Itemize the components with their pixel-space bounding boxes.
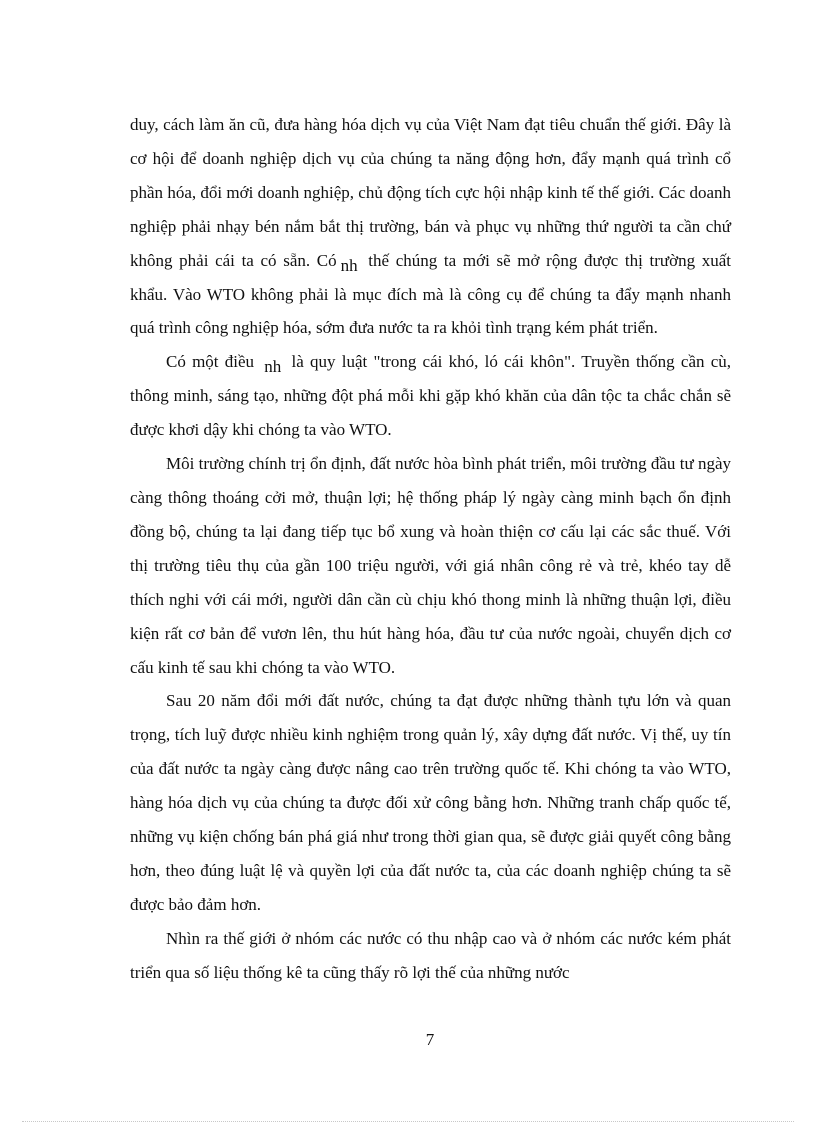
- paragraph-text: duy, cách làm ăn cũ, đưa hàng hóa dịch vụ của Việt Nam đạt tiêu chuẩn thế giới. Đây là cơ hội để doanh nghiệp dịch vụ của chúng ta năng động hơn, đẩy mạnh quá trình cổ phần hóa, đổi mới doanh nghiệp, chủ động tích cực hội nhập kinh tế thế giới. Các doanh nghiệp phải nhạy bén nắm bắt thị trường, bán và phục vụ những thứ người ta cần chứ không phải cái ta có sẵn. Có: [130, 115, 731, 270]
- paragraph-text: Nhìn ra thế giới ở nhóm các nước có thu nhập cao và ở nhóm các nước kém phát triển qua số liệu thống kê ta cũng thấy rõ lợi thế của những nước: [130, 928, 731, 982]
- paragraph-4: [130, 684, 731, 921]
- page-divider: [22, 1121, 794, 1122]
- paragraph-5: [130, 922, 731, 990]
- page-number: 7: [425, 1030, 435, 1049]
- paragraph-text: Sau 20 năm đổi mới đất nước, chúng ta đạt được những thành tựu lớn và quan trọng, tích luỹ được nhiều kinh nghiệm trong quản lý, xây dựng đất nước. Vị thế, uy tín của đất nước ta ngày càng được nâng cao trên trường quốc tế. Khi chóng ta vào WTO, hàng hóa dịch vụ của chúng ta được đối xử công bằng hơn. Những tranh chấp quốc tế, những vụ kiện chống bán phá giá như trong thời gian qua, sẽ được giải quyết công bằng hơn, theo đúng luật lệ và quyền lợi của đất nước ta, của các doanh nghiệp chúng ta sẽ được bảo đảm hơn.: [130, 691, 731, 914]
- stray-text-mark: nh: [264, 357, 282, 377]
- paragraph-text: Môi trường chính trị ổn định, đất nước hòa bình phát triển, môi trường đầu tư ngày càng thông thoáng cởi mở, thuận lợi; hệ thống pháp lý ngày càng minh bạch ổn định đồng bộ, chúng ta lại đang tiếp tục bổ xung và hoàn thiện cơ cấu lại các sắc thuế. Với thị trường tiêu thụ của gần 100 triệu người, với giá nhân công rẻ và trẻ, khéo tay dễ thích nghi với cái mới, người dân cần cù chịu khó thong minh là những thuận lợi, điều kiện rất cơ bản để vươn lên, thu hút hàng hóa, đầu tư của nước ngoài, chuyển dịch cơ cấu kinh tế sau khi chóng ta vào WTO.: [130, 454, 731, 677]
- paragraph-text: Có một điều: [166, 352, 255, 372]
- paragraph-2: [130, 345, 731, 447]
- paragraph-text: là quy luật "trong cái khó, ló cái khôn". Truyền thống cần cù, thông minh, sáng tạo, những đột phá mỗi khi gặp khó khăn của dân tộc ta chắc chắn sẽ được khơi dậy khi chóng ta vào WTO.: [130, 352, 732, 440]
- paragraph-3: [130, 447, 731, 684]
- document-body: [130, 108, 731, 990]
- paragraph-1: [130, 108, 731, 345]
- stray-text-mark: nh: [340, 255, 358, 275]
- paragraph-text: thế chúng ta mới sẽ mở rộng được thị trường xuất khẩu. Vào WTO không phải là mục đích mà là công cụ để chúng ta đẩy mạnh nhanh quá trình công nghiệp hóa, sớm đưa nước ta ra khỏi tình trạng kém phát triển.: [130, 250, 732, 338]
